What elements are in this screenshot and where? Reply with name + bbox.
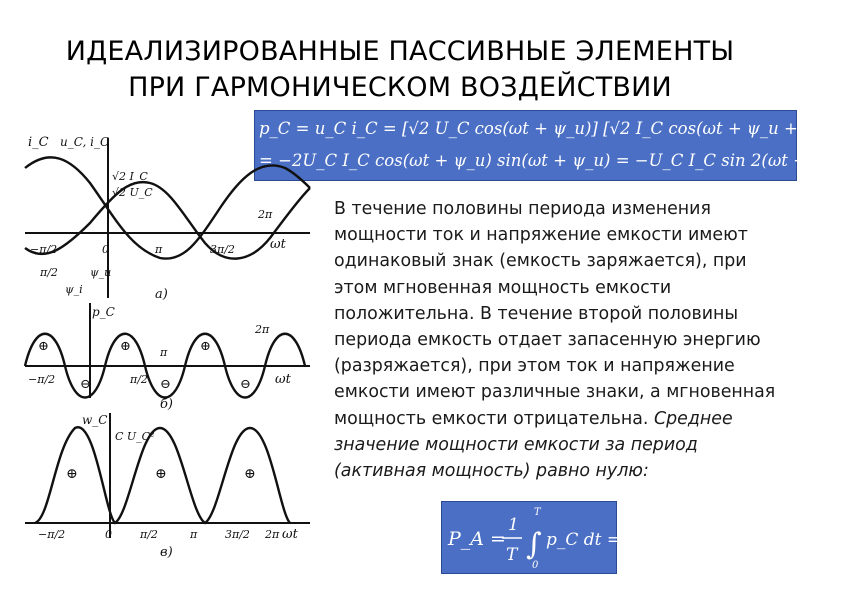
amp-uc: √2 U_C: [112, 186, 153, 199]
panel-b: [25, 303, 310, 412]
tick-c-0: −π/2: [38, 528, 66, 541]
panel-c: [25, 413, 310, 560]
avg-lhs: P_A =: [448, 528, 506, 550]
avg-integrand: p_C dt = 0: [546, 530, 638, 550]
tick-c-1: 0: [105, 528, 112, 541]
panel-c-label: в): [160, 545, 173, 560]
label-axis-y-a: u_C, i_C: [60, 135, 110, 149]
waveform-figure: [20, 128, 320, 558]
panel-a: [25, 135, 310, 302]
panel-a-label: а): [155, 287, 168, 302]
panel-b-label: б): [160, 397, 174, 412]
tick-c-4: 3π/2: [225, 528, 250, 541]
average-power-formula-svg: [442, 502, 638, 575]
angle-pi2: π/2: [40, 266, 58, 279]
tick-b-3: π: [160, 346, 168, 359]
sign-b-1: ⊖: [80, 377, 91, 392]
tick-a-5: 2π: [258, 208, 273, 221]
avg-frac-num: 1: [508, 515, 519, 535]
sign-b-4: ⊕: [200, 339, 211, 354]
avg-int-lower: 0: [532, 560, 539, 571]
power-formula-line-1: p_C = u_C i_C = [√2 U_C cos(ωt + ψ_u)] [√2 I_C cos(ωt + ψ_u + π/2)] =: [259, 119, 862, 138]
axis-x-c: ωt: [282, 527, 298, 542]
power-formula-line-2: = −2U_C I_C cos(ωt + ψ_u) sin(ωt + ψ_u) = −U_C I_C sin 2(ωt + ψ_u).: [259, 151, 856, 170]
tick-a-1: 0: [102, 243, 109, 256]
axis-x-b: ωt: [275, 372, 291, 387]
title-line-2: ПРИ ГАРМОНИЧЕСКОМ ВОЗДЕЙСТВИИ: [128, 72, 672, 103]
tick-c-5: 2π: [265, 528, 280, 541]
explanation-paragraph: В течение половины периода изменения мощности ток и напряжение емкости имеют одинаковый знак (емкость заряжается), при этом мгновенная мощность емкости положительна. В течение второй половины периода емкость отдает запасенную энергию (разряжается), при этом ток и напряжение емкости имеют различные знаки, а мгновенная мощность емкости отрицательна.: [334, 199, 776, 429]
tick-a-0: −π/2: [30, 243, 58, 256]
sign-c-1: ⊕: [155, 466, 167, 482]
tick-b-5: 2π: [255, 323, 270, 336]
sign-b-2: ⊕: [120, 339, 131, 354]
slide-title: [0, 34, 800, 106]
title-line-1: ИДЕАЛИЗИРОВАННЫЕ ПАССИВНЫЕ ЭЛЕМЕНТЫ: [65, 36, 735, 67]
label-axis-y-c: w_C: [82, 413, 108, 427]
explanation-italic: Среднее значение мощности емкости за период (активная мощность) равно нулю:: [334, 408, 733, 482]
tick-b-2: π/2: [130, 373, 148, 386]
sign-c-2: ⊕: [244, 466, 256, 482]
label-ic: i_C: [28, 135, 49, 150]
sign-b-5: ⊖: [240, 377, 251, 392]
sign-b-3: ⊖: [160, 377, 171, 392]
integral-sign-icon: ∫: [526, 527, 542, 562]
tick-c-3: π: [190, 528, 198, 541]
amp-ic: √2 I_C: [112, 170, 148, 183]
tick-a-4: 3π/2: [210, 243, 235, 256]
avg-int-upper: T: [534, 507, 541, 518]
label-axis-y-b: p_C: [92, 305, 115, 319]
explanation-text: [334, 196, 784, 484]
average-power-formula: [441, 501, 638, 574]
tick-b-0: −π/2: [28, 373, 56, 386]
power-formula-box: [254, 110, 862, 181]
sign-c-0: ⊕: [66, 466, 78, 482]
sign-b-0: ⊕: [38, 339, 49, 354]
angle-psiu: ψ_u: [90, 266, 112, 279]
axis-x-a: ωt: [270, 237, 286, 252]
tick-c-2: π/2: [140, 528, 158, 541]
tick-a-3: π: [155, 243, 163, 256]
angle-psii: ψ_i: [65, 283, 83, 296]
amp-c: C U_C²: [115, 430, 155, 443]
avg-frac-den: T: [506, 545, 518, 565]
